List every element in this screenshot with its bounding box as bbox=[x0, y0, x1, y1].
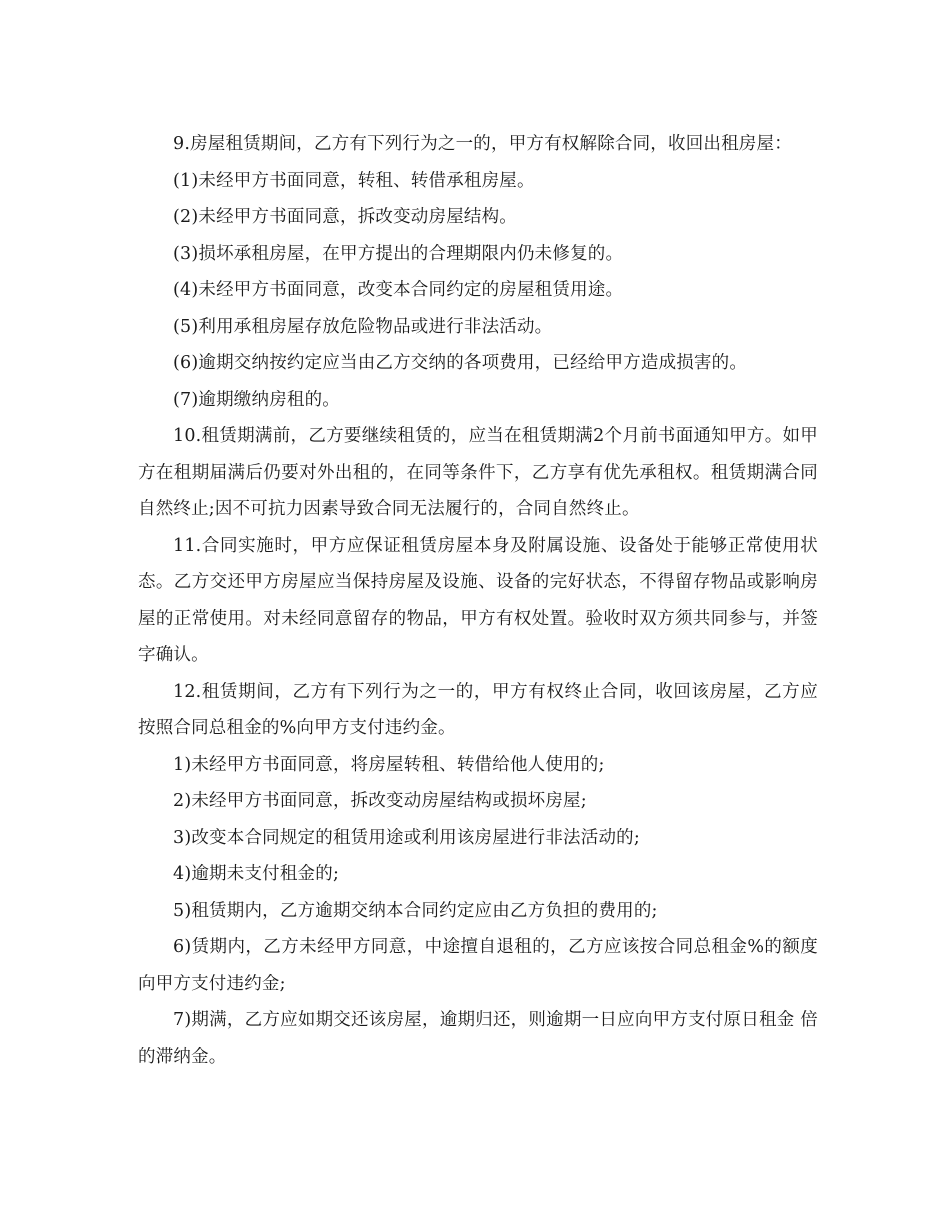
clause-10: 10.租赁期满前，乙方要继续租赁的，应当在租赁期满2个月前书面通知甲方。如甲方在租期届满后仍要对外出租的，在同等条件下，乙方享有优先承租权。租赁期满合同自然终止;因不可抗力因素导致合同无法履行的，合同自然终止。 bbox=[138, 426, 818, 519]
clause-12-item-5: 5)租赁期内，乙方逾期交纳本合同约定应由乙方负担的费用的; bbox=[173, 900, 658, 921]
clause-9-item-3: (3)损坏承租房屋，在甲方提出的合理期限内仍未修复的。 bbox=[173, 243, 624, 264]
clause-9: 9.房屋租赁期间，乙方有下列行为之一的，甲方有权解除合同，收回出租房屋： bbox=[173, 134, 792, 154]
clause-12-item-7: 7)期满，乙方应如期交还该房屋，逾期归还，则逾期一日应向甲方支付原日租金 倍的滞纳金。 bbox=[138, 1010, 818, 1067]
clause-9-item-1: (1)未经甲方书面同意，转租、转借承租房屋。 bbox=[173, 170, 535, 191]
clause-9-item-6: (6)逾期交纳按约定应当由乙方交纳的各项费用，已经给甲方造成损害的。 bbox=[173, 353, 748, 373]
clause-12-item-6: 6)赁期内，乙方未经甲方同意，中途擅自退租的，乙方应该按合同总租金%的额度向甲方支付违约金; bbox=[138, 937, 818, 994]
clause-12-item-4: 4)逾期未支付租金的; bbox=[173, 864, 340, 884]
clause-12-item-3: 3)改变本合同规定的租赁用途或利用该房屋进行非法活动的; bbox=[173, 827, 640, 848]
clause-9-item-7: (7)逾期缴纳房租的。 bbox=[173, 389, 340, 410]
clause-12: 12.租赁期间，乙方有下列行为之一的，甲方有权终止合同，收回该房屋，乙方应按照合同总租金的%向甲方支付违约金。 bbox=[138, 681, 818, 738]
clause-12-item-2: 2)未经甲方书面同意，拆改变动房屋结构或损坏房屋; bbox=[173, 791, 587, 811]
document-page bbox=[138, 126, 818, 1075]
clause-9-item-5: (5)利用承租房屋存放危险物品或进行非法活动。 bbox=[173, 316, 553, 337]
clause-11: 11.合同实施时，甲方应保证租赁房屋本身及附属设施、设备处于能够正常使用状态。乙方交还甲方房屋应当保持房屋及设施、设备的完好状态，不得留存物品或影响房屋的正常使用。对未经同意留存的物品，甲方有权处置。验收时双方须共同参与，并签字确认。 bbox=[138, 535, 818, 665]
clause-12-item-1: 1)未经甲方书面同意，将房屋转租、转借给他人使用的; bbox=[173, 754, 605, 775]
clause-9-item-4: (4)未经甲方书面同意，改变本合同约定的房屋租赁用途。 bbox=[173, 280, 624, 300]
clause-9-item-2: (2)未经甲方书面同意，拆改变动房屋结构。 bbox=[173, 207, 517, 227]
